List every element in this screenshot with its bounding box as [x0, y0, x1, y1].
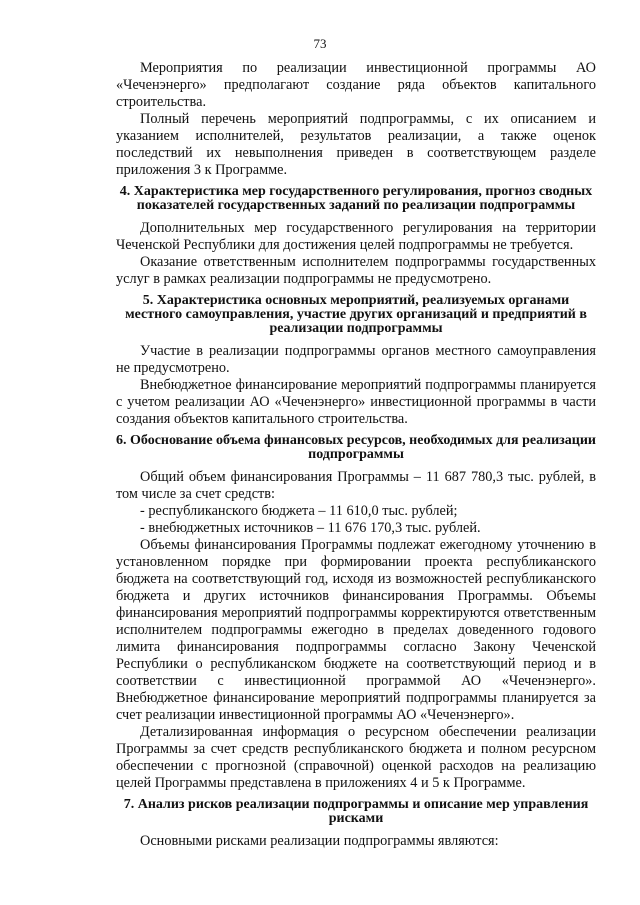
section-heading: 7. Анализ рисков реализации подпрограммы и описание мер управления рисками	[123, 797, 589, 826]
section-heading: 4. Характеристика мер государственного регулирования, прогноз сводных показателей государственных заданий по реализации подпрограммы	[119, 184, 593, 213]
paragraph: Внебюджетное финансирование мероприятий подпрограммы планируется с учетом реализации АО «Чеченэнерго» инвестиционной программы в части создания объектов капитального строительства.	[116, 377, 596, 427]
page-number: 73	[313, 36, 327, 51]
paragraph: Оказание ответственным исполнителем подпрограммы государственных услуг в рамках реализации подпрограммы не предусмотрено.	[116, 254, 596, 287]
paragraph: Общий объем финансирования Программы – 11 687 780,3 тыс. рублей, в том числе за счет средств:	[116, 469, 596, 502]
paragraph: Дополнительных мер государственного регулирования на территории Чеченской Республики для достижения целей подпрограммы не требуется.	[116, 220, 596, 253]
list-item: - республиканского бюджета – 11 610,0 тыс. рублей;	[140, 503, 458, 519]
document-body	[116, 60, 596, 850]
paragraph: Полный перечень мероприятий подпрограммы, с их описанием и указанием исполнителей, результатов реализации, а также оценок последствий их невыполнения приведен в соответствующем разделе приложения 3 к Программе.	[116, 111, 596, 178]
list-item: - внебюджетных источников – 11 676 170,3 тыс. рублей.	[140, 520, 481, 536]
paragraph: Участие в реализации подпрограммы органов местного самоуправления не предусмотрено.	[116, 343, 596, 376]
paragraph: Основными рисками реализации подпрограммы являются:	[140, 833, 499, 849]
section-heading: 6. Обоснование объема финансовых ресурсов, необходимых для реализации подпрограммы	[116, 433, 596, 462]
paragraph: Детализированная информация о ресурсном обеспечении реализации Программы за счет средств республиканского бюджета и полном ресурсном обеспечении с прогнозной (справочной) оценкой расходов на реализацию целей Программы представлена в приложениях 4 и 5 к Программе.	[116, 724, 596, 791]
section-heading: 5. Характеристика основных мероприятий, реализуемых органами местного самоуправления, участие других организаций и предприятий в реализации подпрограммы	[125, 293, 587, 336]
paragraph: Объемы финансирования Программы подлежат ежегодному уточнению в установленном порядке при формировании проекта республиканского бюджета на соответствующий год, исходя из возможностей республиканского бюджета и других источников финансирования Программы. Объемы финансирования мероприятий подпрограммы корректируются ответственным исполнителем подпрограммы ежегодно в пределах доведенного годового лимита финансирования подпрограммы согласно Закону Чеченской Республики о республиканском бюджете на соответствующий период и в соответствии с инвестиционной программой АО «Чеченэнерго». Внебюджетное финансирование мероприятий подпрограммы планируется за счет реализации инвестиционной программы АО «Чеченэнерго».	[116, 537, 596, 723]
paragraph: Мероприятия по реализации инвестиционной программы АО «Чеченэнерго» предполагают создание ряда объектов капитального строительства.	[116, 60, 596, 110]
